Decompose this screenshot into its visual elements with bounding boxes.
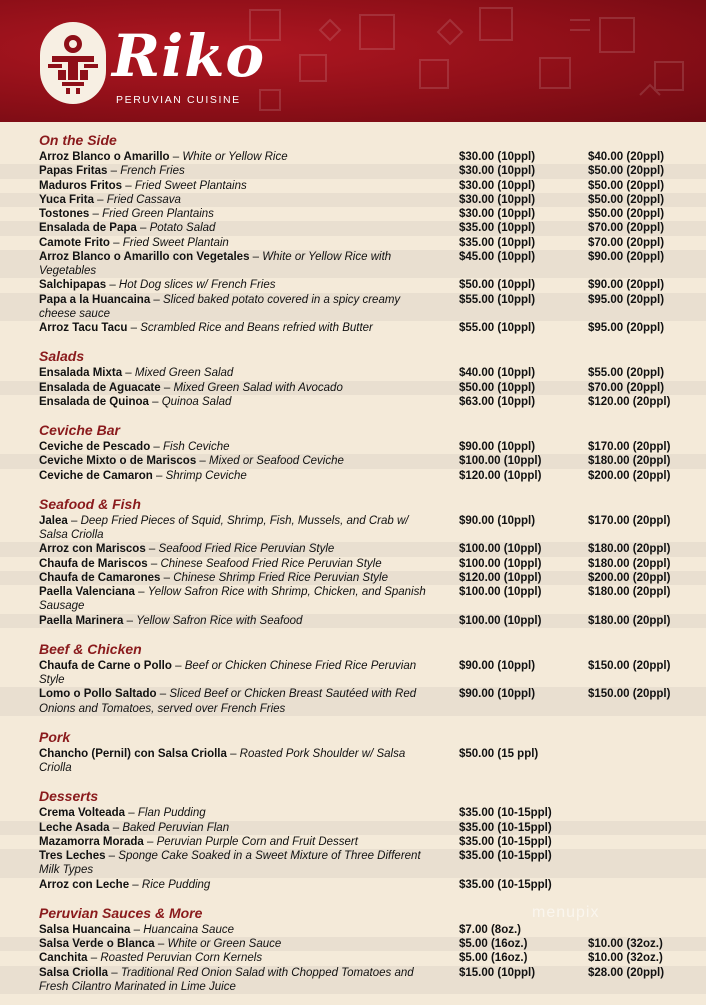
menu-item-text	[39, 557, 439, 571]
item-separator: –	[67, 514, 81, 527]
menu-item-row	[0, 951, 706, 965]
watermark: menupix	[532, 904, 600, 921]
item-description: Flan Pudding	[137, 807, 206, 820]
item-description: Sliced baked potato covered in a spicy creamy cheese sauce	[39, 293, 401, 320]
item-description: Chinese Seafood Fried Rice Peruvian Style	[160, 557, 382, 570]
item-name: Mazamorra Morada	[39, 835, 144, 848]
price-small: $55.00 (10ppl)	[459, 322, 536, 334]
item-separator: –	[109, 236, 123, 249]
menu-item-text	[39, 923, 439, 937]
menu-section	[0, 420, 706, 483]
item-name: Arroz con Leche	[39, 878, 130, 891]
item-description: Deep Fried Pieces of Squid, Shrimp, Fish, Mussels, and Crab w/ Salsa Criolla	[39, 514, 409, 541]
menu-section	[0, 130, 706, 335]
menu-item-row	[0, 878, 706, 892]
price-large: $95.00 (20ppl)	[588, 293, 665, 306]
price-large: $50.00 (20ppl)	[588, 165, 665, 178]
menu-item-text	[39, 937, 439, 951]
menu-item-text	[39, 221, 439, 235]
price-large: $10.00 (32oz.)	[588, 938, 663, 950]
item-description: Baked Peruvian Flan	[122, 821, 230, 834]
menu-item-text	[39, 321, 439, 335]
menu-item-row	[0, 381, 706, 395]
item-description: Mixed Green Salad	[134, 367, 234, 380]
price-large: $55.00 (20ppl)	[588, 367, 665, 380]
item-name: Lomo o Pollo Saltado	[39, 688, 157, 701]
price-large: $120.00 (20ppl)	[588, 395, 671, 408]
item-separator: –	[109, 821, 123, 834]
item-description: Chinese Shrimp Fried Rice Peruvian Style	[173, 571, 388, 584]
menu-item-text	[39, 849, 439, 878]
menu-item-text	[39, 835, 439, 849]
item-separator: –	[127, 322, 141, 334]
price-small: $45.00 (10ppl)	[459, 250, 536, 263]
price-large: $95.00 (20ppl)	[588, 322, 665, 334]
price-large: $180.00 (20ppl)	[588, 586, 671, 598]
price-large: $180.00 (20ppl)	[588, 543, 671, 556]
item-name: Chaufa de Camarones	[39, 571, 161, 584]
menu-section	[0, 727, 706, 776]
section-title: Ceviche Bar	[39, 422, 120, 438]
price-small: $7.00 (8oz.)	[459, 923, 521, 936]
brand-tagline: PERUVIAN CUISINE	[116, 94, 241, 106]
price-large: $180.00 (20ppl)	[588, 557, 671, 570]
item-name: Salchipapas	[39, 279, 107, 292]
price-large: $40.00 (20ppl)	[588, 151, 665, 163]
item-name: Arroz Blanco o Amarillo	[39, 151, 170, 163]
item-separator: –	[154, 938, 168, 950]
item-separator: –	[129, 878, 142, 891]
brand-name: Riko	[112, 22, 266, 90]
item-name: Papa a la Huancaina	[39, 293, 151, 306]
menu-item-text	[39, 687, 439, 716]
item-description: White or Yellow Rice	[182, 151, 288, 163]
menu-item-row	[0, 542, 706, 556]
item-name: Chaufa de Carne o Pollo	[39, 659, 172, 672]
logo-badge	[40, 22, 106, 104]
menu-item-row	[0, 937, 706, 951]
item-name: Arroz con Mariscos	[39, 543, 146, 556]
item-name: Paella Marinera	[39, 614, 124, 627]
item-name: Ceviche de Pescado	[39, 441, 151, 453]
item-separator: –	[122, 367, 135, 380]
menu-item-text	[39, 179, 439, 193]
item-separator: –	[145, 543, 159, 556]
item-separator: –	[148, 395, 162, 408]
price-small: $35.00 (10-15ppl)	[459, 850, 552, 862]
item-separator: –	[196, 455, 210, 468]
price-small: $35.00 (10-15ppl)	[459, 807, 552, 820]
menu-item-text	[39, 454, 439, 468]
price-small: $35.00 (10-15ppl)	[459, 878, 552, 891]
price-large: $200.00 (20ppl)	[588, 571, 671, 584]
item-name: Ensalada de Quinoa	[39, 395, 149, 408]
menu-item-text	[39, 878, 439, 892]
item-separator: –	[136, 222, 150, 235]
menu-item-text	[39, 469, 439, 483]
price-small: $50.00 (10ppl)	[459, 279, 536, 292]
item-description: Hot Dog slices w/ French Fries	[118, 279, 276, 292]
item-separator: –	[152, 469, 166, 482]
price-small: $100.00 (10ppl)	[459, 455, 542, 468]
menu-list	[0, 130, 706, 1005]
price-small: $35.00 (10-15ppl)	[459, 821, 552, 834]
price-small: $40.00 (10ppl)	[459, 367, 536, 380]
item-name: Ensalada Mixta	[39, 367, 123, 380]
menu-item-text	[39, 951, 439, 965]
price-small: $35.00 (10ppl)	[459, 222, 536, 235]
item-description: Roasted Pork Shoulder w/ Salsa Criolla	[39, 747, 406, 774]
price-large: $50.00 (20ppl)	[588, 193, 665, 206]
section-title: Peruvian Sauces & More	[39, 904, 203, 921]
item-separator: –	[160, 381, 174, 394]
price-small: $100.00 (10ppl)	[459, 557, 542, 570]
item-separator: –	[249, 250, 263, 263]
menu-item-text	[39, 366, 439, 380]
item-name: Salsa Huancaina	[39, 923, 131, 936]
item-description: Roasted Peruvian Corn Kernels	[100, 952, 263, 965]
price-small: $120.00 (10ppl)	[459, 571, 542, 584]
price-large: $50.00 (20ppl)	[588, 179, 665, 192]
menu-item-text	[39, 395, 439, 409]
menu-section	[0, 786, 706, 892]
menu-item-text	[39, 514, 439, 543]
item-separator: –	[150, 441, 164, 453]
item-name: Salsa Verde o Blanca	[39, 938, 155, 950]
price-small: $90.00 (10ppl)	[459, 441, 536, 453]
price-small: $30.00 (10ppl)	[459, 193, 536, 206]
item-separator: –	[107, 165, 121, 178]
price-large: $90.00 (20ppl)	[588, 250, 665, 263]
price-large: $50.00 (20ppl)	[588, 208, 665, 220]
price-large: $10.00 (32oz.)	[588, 952, 663, 965]
menu-item-text	[39, 164, 439, 178]
menu-item-text	[39, 207, 439, 221]
item-description: White or Green Sauce	[167, 938, 282, 950]
item-name: Chaufa de Mariscos	[39, 557, 148, 570]
item-separator: –	[122, 179, 135, 192]
item-separator: –	[130, 923, 144, 936]
menu-item-text	[39, 381, 439, 395]
price-large: $170.00 (20ppl)	[588, 514, 671, 527]
price-small: $35.00 (10ppl)	[459, 236, 536, 249]
menu-item-text	[39, 806, 439, 820]
menu-item-text	[39, 193, 439, 207]
menu-item-row	[0, 293, 706, 322]
price-small: $5.00 (16oz.)	[459, 938, 528, 950]
item-separator: –	[134, 586, 148, 598]
menu-item-row	[0, 193, 706, 207]
item-separator: –	[143, 835, 157, 848]
section-title: On the Side	[39, 132, 117, 148]
menu-item-row	[0, 440, 706, 454]
menu-item-text	[39, 614, 439, 628]
menu-item-row	[0, 278, 706, 292]
price-small: $50.00 (10ppl)	[459, 381, 536, 394]
menu-section	[0, 639, 706, 716]
item-name: Tres Leches	[39, 850, 106, 862]
item-separator: –	[87, 952, 101, 965]
item-description: French Fries	[120, 165, 185, 178]
item-name: Tostones	[39, 208, 90, 220]
menu-item-row	[0, 164, 706, 178]
menu-item-row	[0, 821, 706, 835]
menu-item-row	[0, 179, 706, 193]
item-description: Mixed or Seafood Ceviche	[209, 455, 344, 468]
item-separator: –	[160, 571, 174, 584]
item-name: Maduros Fritos	[39, 179, 123, 192]
menu-item-row	[0, 395, 706, 409]
price-small: $35.00 (10-15ppl)	[459, 835, 552, 848]
price-large: $180.00 (20ppl)	[588, 614, 671, 627]
item-name: Canchita	[39, 952, 88, 965]
menu-item-row	[0, 659, 706, 688]
price-small: $5.00 (16oz.)	[459, 952, 528, 965]
section-title: Salads	[39, 348, 85, 365]
item-name: Chancho (Pernil) con Salsa Criolla	[39, 747, 227, 760]
item-separator: –	[169, 151, 183, 163]
item-description: Fried Green Plantains	[102, 208, 214, 220]
item-name: Camote Frito	[39, 236, 110, 249]
menu-item-row	[0, 557, 706, 571]
menu-item-row	[0, 236, 706, 250]
menu-item-row	[0, 571, 706, 585]
menu-item-text	[39, 821, 439, 835]
section-title: Pork	[39, 728, 71, 745]
menu-item-text	[39, 571, 439, 585]
price-small: $100.00 (10ppl)	[459, 614, 542, 627]
item-separator: –	[123, 614, 137, 627]
menu-item-text	[39, 236, 439, 250]
price-small: $100.00 (10ppl)	[459, 543, 542, 556]
item-description: Mixed Green Salad with Avocado	[173, 381, 343, 394]
item-description: Yellow Safron Rice with Seafood	[136, 614, 303, 627]
item-description: Traditional Red Onion Salad with Chopped Tomatoes and Fresh Cilantro Marinated in Lime Juice	[39, 966, 414, 993]
menu-item-text	[39, 278, 439, 292]
item-name: Papas Fritas	[39, 165, 108, 178]
menu-item-row	[0, 687, 706, 716]
price-small: $15.00 (10ppl)	[459, 966, 536, 979]
item-name: Ceviche de Camaron	[39, 469, 153, 482]
menu-item-row	[0, 614, 706, 628]
item-separator: –	[108, 966, 121, 979]
menu-item-row	[0, 514, 706, 543]
menu-item-text	[39, 966, 439, 995]
price-small: $100.00 (10ppl)	[459, 586, 542, 598]
price-small: $30.00 (10ppl)	[459, 165, 536, 178]
price-small: $90.00 (10ppl)	[459, 659, 536, 672]
menu-item-text	[39, 659, 439, 688]
item-name: Arroz Tacu Tacu	[39, 322, 128, 334]
price-small: $90.00 (10ppl)	[459, 514, 536, 527]
item-separator: –	[147, 557, 161, 570]
price-large: $28.00 (20ppl)	[588, 966, 665, 979]
item-description: Fried Sweet Plantains	[134, 179, 247, 192]
item-description: Beef or Chicken Chinese Fried Rice Peruvian Style	[39, 659, 417, 686]
menu-item-text	[39, 250, 439, 279]
item-name: Ensalada de Aguacate	[39, 381, 161, 394]
item-name: Ceviche Mixto o de Mariscos	[39, 455, 197, 468]
item-separator: –	[150, 293, 164, 306]
price-large: $180.00 (20ppl)	[588, 455, 671, 468]
menu-item-row	[0, 923, 706, 937]
item-separator: –	[156, 688, 170, 701]
price-small: $63.00 (10ppl)	[459, 395, 536, 408]
item-name: Yuca Frita	[39, 193, 94, 206]
price-small: $30.00 (10ppl)	[459, 179, 536, 192]
price-small: $30.00 (10ppl)	[459, 151, 536, 163]
menu-item-row	[0, 747, 706, 776]
price-large: $150.00 (20ppl)	[588, 688, 671, 701]
item-description: Seafood Fried Rice Peruvian Style	[158, 543, 335, 556]
menu-item-row	[0, 585, 706, 614]
item-description: Quinoa Salad	[161, 395, 232, 408]
section-title: Seafood & Fish	[39, 495, 141, 512]
item-description: Yellow Safron Rice with Shrimp, Chicken, and Spanish Sausage	[39, 586, 426, 613]
section-title: Beef & Chicken	[39, 640, 142, 657]
price-small: $120.00 (10ppl)	[459, 469, 542, 482]
menu-section	[0, 494, 706, 628]
menu-item-row	[0, 835, 706, 849]
menu-item-row	[0, 806, 706, 820]
menu-item-row	[0, 321, 706, 335]
menu-item-text	[39, 747, 439, 776]
section-title: Desserts	[39, 788, 99, 805]
menu-section	[0, 346, 706, 409]
condor-logo-icon	[40, 22, 106, 104]
price-large: $70.00 (20ppl)	[588, 222, 665, 235]
item-name: Ensalada de Papa	[39, 222, 137, 235]
item-separator: –	[89, 208, 103, 220]
item-name: Paella Valenciana	[39, 586, 135, 598]
item-description: Potato Salad	[149, 222, 216, 235]
menu-item-row	[0, 150, 706, 164]
menu-item-row	[0, 366, 706, 380]
menu-item-row	[0, 250, 706, 279]
item-description: Sponge Cake Soaked in a Sweet Mixture of Three Different Milk Types	[39, 850, 421, 877]
item-name: Arroz Blanco o Amarillo con Vegetales	[39, 250, 250, 263]
item-name: Crema Volteada	[39, 807, 126, 820]
menu-section	[0, 903, 706, 994]
item-separator: –	[105, 850, 119, 862]
item-description: Rice Pudding	[141, 878, 211, 891]
item-description: Fried Cassava	[106, 193, 181, 206]
item-description: Huancaina Sauce	[143, 923, 234, 936]
menu-item-row	[0, 221, 706, 235]
item-separator: –	[93, 193, 107, 206]
price-large: $150.00 (20ppl)	[588, 659, 671, 672]
item-description: Sliced Beef or Chicken Breast Sautéed with Red Onions and Tomatoes, served over French Fries	[39, 688, 417, 715]
price-small: $30.00 (10ppl)	[459, 208, 536, 220]
menu-item-text	[39, 440, 439, 454]
item-description: Scrambled Rice and Beans refried with Butter	[140, 322, 373, 334]
menu-item-row	[0, 849, 706, 878]
menu-item-row	[0, 207, 706, 221]
item-description: Peruvian Purple Corn and Fruit Dessert	[156, 835, 358, 848]
item-description: Fish Ceviche	[163, 441, 230, 453]
price-small: $50.00 (15 ppl)	[459, 747, 539, 760]
price-large: $70.00 (20ppl)	[588, 381, 665, 394]
item-separator: –	[125, 807, 138, 820]
price-large: $70.00 (20ppl)	[588, 236, 665, 249]
price-large: $90.00 (20ppl)	[588, 279, 665, 292]
item-description: Shrimp Ceviche	[165, 469, 247, 482]
menu-item-text	[39, 293, 439, 322]
item-separator: –	[106, 279, 119, 292]
menu-item-row	[0, 966, 706, 995]
price-large: $170.00 (20ppl)	[588, 441, 671, 453]
item-separator: –	[171, 659, 185, 672]
price-small: $90.00 (10ppl)	[459, 688, 536, 701]
item-name: Salsa Criolla	[39, 966, 109, 979]
menu-item-text	[39, 150, 439, 164]
item-description: White or Yellow Rice with Vegetables	[39, 250, 392, 277]
menu-item-text	[39, 585, 439, 614]
price-small: $55.00 (10ppl)	[459, 293, 536, 306]
item-name: Leche Asada	[39, 821, 110, 834]
item-name: Jalea	[39, 514, 68, 527]
header-banner	[0, 0, 706, 122]
item-separator: –	[226, 747, 240, 760]
menu-item-row	[0, 454, 706, 468]
item-description: Fried Sweet Plantain	[122, 236, 229, 249]
menu-item-text	[39, 542, 439, 556]
menu-item-row	[0, 469, 706, 483]
price-large: $200.00 (20ppl)	[588, 469, 671, 482]
